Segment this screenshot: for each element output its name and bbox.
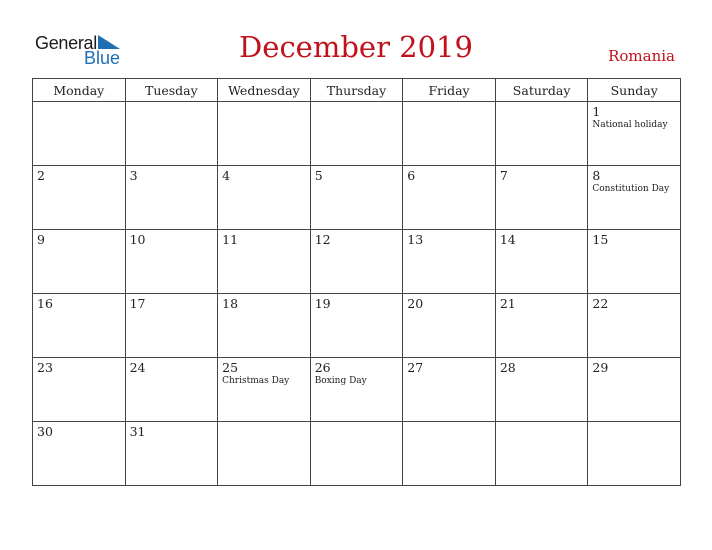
- day-cell: [403, 102, 496, 166]
- weekday-header: Monday: [33, 79, 126, 102]
- day-number: 22: [592, 296, 609, 311]
- calendar-grid: [32, 78, 681, 486]
- day-number: 8: [592, 168, 601, 183]
- week-row: [33, 294, 681, 358]
- day-number: 3: [129, 168, 138, 183]
- day-number: 2: [37, 168, 45, 183]
- holiday-label: National holiday: [592, 120, 668, 130]
- day-number: 11: [222, 232, 239, 247]
- day-cell: [218, 102, 311, 166]
- weekday-header: Saturday: [495, 79, 588, 102]
- holiday-label: Constitution Day: [592, 184, 670, 194]
- day-number: 16: [37, 296, 53, 311]
- day-cell: [310, 166, 403, 230]
- day-cell: [218, 294, 311, 358]
- day-cell: [310, 358, 403, 422]
- week-row: [33, 230, 681, 294]
- day-number: 17: [129, 296, 146, 311]
- day-cell: [218, 358, 311, 422]
- day-cell: [125, 294, 218, 358]
- day-cell: [33, 294, 126, 358]
- day-cell: [33, 166, 126, 230]
- logo-general-text: General: [35, 33, 97, 53]
- day-cell: [403, 294, 496, 358]
- holiday-label: Christmas Day: [222, 376, 290, 386]
- day-cell: [495, 166, 588, 230]
- day-number: 4: [222, 168, 231, 183]
- day-cell: [588, 422, 681, 486]
- weekday-header: Wednesday: [218, 79, 311, 102]
- week-row: [33, 102, 681, 166]
- day-number: 5: [314, 168, 323, 183]
- weekday-header: Sunday: [588, 79, 681, 102]
- day-number: 24: [129, 360, 146, 375]
- day-number: 10: [129, 232, 146, 247]
- week-row: [33, 422, 681, 486]
- day-cell: [218, 422, 311, 486]
- day-cell: [403, 422, 496, 486]
- day-number: 25: [222, 360, 239, 375]
- day-number: 14: [499, 232, 516, 247]
- day-number: 21: [499, 296, 516, 311]
- day-cell: [495, 230, 588, 294]
- day-cell: [588, 166, 681, 230]
- day-cell: [495, 358, 588, 422]
- day-cell: [588, 294, 681, 358]
- week-row: [33, 166, 681, 230]
- logo-blue-text: Blue: [84, 48, 121, 68]
- day-cell: [310, 102, 403, 166]
- day-number: 12: [314, 232, 331, 247]
- day-cell: [403, 358, 496, 422]
- day-number: 15: [592, 232, 609, 247]
- day-cell: [495, 294, 588, 358]
- holiday-label: Boxing Day: [314, 376, 367, 386]
- day-number: 6: [407, 168, 416, 183]
- day-cell: [218, 230, 311, 294]
- day-cell: [125, 422, 218, 486]
- calendar-title: December 2019: [239, 30, 473, 64]
- day-number: 30: [37, 424, 53, 439]
- day-cell: [588, 230, 681, 294]
- day-number: 20: [407, 296, 424, 311]
- weekday-header: Friday: [403, 79, 496, 102]
- day-number: 27: [407, 360, 424, 375]
- day-cell: [33, 358, 126, 422]
- day-cell: [403, 230, 496, 294]
- day-cell: [33, 102, 126, 166]
- day-cell: [33, 422, 126, 486]
- day-cell: [125, 358, 218, 422]
- day-number: 19: [314, 296, 331, 311]
- day-cell: [125, 166, 218, 230]
- day-number: 29: [592, 360, 609, 375]
- day-cell: [495, 102, 588, 166]
- day-cell: [310, 422, 403, 486]
- day-cell: [588, 358, 681, 422]
- week-row: [33, 358, 681, 422]
- day-cell: [588, 102, 681, 166]
- day-number: 28: [499, 360, 516, 375]
- day-number: 1: [592, 104, 601, 119]
- day-cell: [310, 294, 403, 358]
- day-cell: [495, 422, 588, 486]
- day-number: 18: [222, 296, 239, 311]
- day-number: 7: [499, 168, 508, 183]
- day-cell: [125, 102, 218, 166]
- weekday-header: Tuesday: [125, 79, 218, 102]
- day-cell: [33, 230, 126, 294]
- day-cell: [125, 230, 218, 294]
- day-number: 9: [37, 232, 45, 247]
- day-number: 23: [37, 360, 53, 375]
- day-cell: [310, 230, 403, 294]
- day-number: 31: [129, 424, 146, 439]
- weekday-header: Thursday: [310, 79, 403, 102]
- weekday-header-row: [33, 79, 681, 102]
- day-number: 26: [314, 360, 331, 375]
- day-cell: [218, 166, 311, 230]
- country-label: Romania: [608, 47, 675, 65]
- day-cell: [403, 166, 496, 230]
- day-number: 13: [407, 232, 424, 247]
